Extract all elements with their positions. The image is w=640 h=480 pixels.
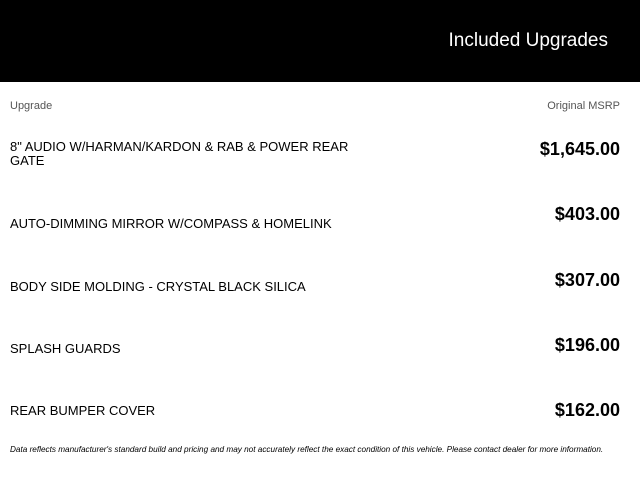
upgrade-price: $307.00 <box>554 270 620 290</box>
upgrade-row <box>0 270 640 330</box>
upgrade-name: AUTO-DIMMING MIRROR W/COMPASS & HOMELINK <box>10 216 332 231</box>
upgrade-row <box>0 204 640 264</box>
upgrade-price: $1,645.00 <box>539 139 620 159</box>
upgrade-price: $162.00 <box>554 400 620 420</box>
upgrade-column-header: Upgrade <box>10 100 53 112</box>
upgrade-name: SPLASH GUARDS <box>10 341 121 356</box>
page-title: Included Upgrades <box>448 30 608 51</box>
upgrade-row <box>0 335 640 395</box>
upgrade-name: BODY SIDE MOLDING - CRYSTAL BLACK SILICA <box>10 279 306 294</box>
disclaimer-text: Data reflects manufacturer's standard build and pricing and may not accurately reflect the exact condition of this vehicle. Please contact dealer for more information. <box>10 445 604 454</box>
upgrade-price: $196.00 <box>554 335 620 355</box>
upgrade-name: 8" AUDIO W/HARMAN/KARDON & RAB & POWER REAR GATE <box>10 139 349 168</box>
upgrade-name: REAR BUMPER COVER <box>10 403 156 418</box>
upgrade-price: $403.00 <box>554 204 620 224</box>
msrp-column-header: Original MSRP <box>547 100 620 112</box>
upgrade-row <box>0 138 640 198</box>
